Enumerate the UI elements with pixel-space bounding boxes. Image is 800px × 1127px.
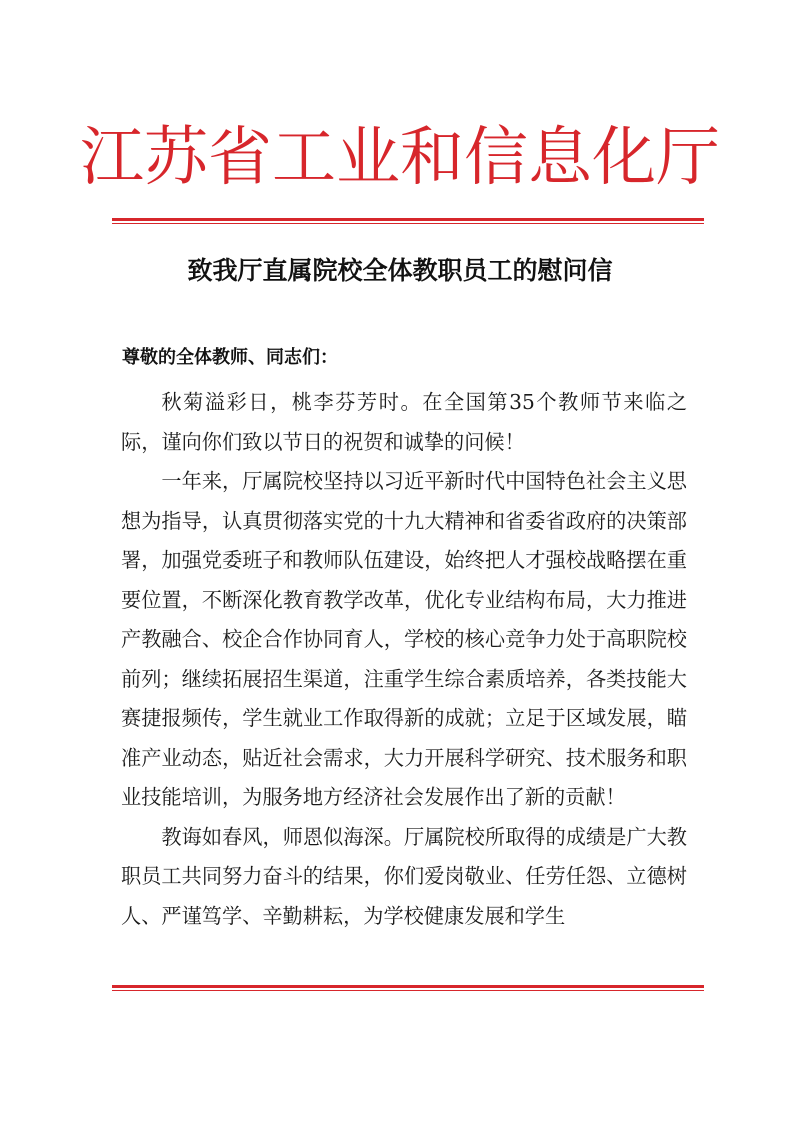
divider-thick-line (112, 985, 704, 988)
letter-paragraph: 秋菊溢彩日，桃李芬芳时。在全国第35个教师节来临之际，谨向你们致以节日的祝贺和诚挚的问候！ (121, 390, 687, 454)
letterhead-title: 江苏省工业和信息化厅 (80, 121, 720, 195)
footer-divider (112, 985, 704, 993)
divider-thin-line (112, 223, 704, 224)
divider-thin-line (112, 990, 704, 991)
letter-paragraph: 一年来，厅属院校坚持以习近平新时代中国特色社会主义思想为指导，认真贯彻落实党的十九大精神和省委省政府的决策部署，加强党委班子和教师队伍建设，始终把人才强校战略摆在重要位置，不断深化教育教学改革，优化专业结构布局，大力推进产教融合、校企合作协同育人，学校的核心竞争力处于高职院校前列；继续拓展招生渠道，注重学生综合素质培养，各类技能大赛捷报频传，学生就业工作取得新的成就；立足于区域发展，瞄准产业动态，贴近社会需求，大力开展科学研究、技术服务和职业技能培训，为服务地方经济社会发展作出了新的贡献！ (121, 469, 687, 809)
divider-thick-line (112, 218, 704, 221)
letterhead-divider-top (112, 218, 704, 226)
letter-paragraph: 教诲如春风，师恩似海深。厅属院校所取得的成绩是广大教职员工共同努力奋斗的结果，你们爱岗敬业、任劳任怨、立德树人、严谨笃学、辛勤耕耘，为学校健康发展和学生 (121, 824, 687, 928)
letter-body (121, 383, 687, 936)
letter-title: 致我厅直属院校全体教职员工的慰问信 (187, 256, 613, 285)
letter-salutation: 尊敬的全体教师、同志们： (122, 347, 338, 368)
